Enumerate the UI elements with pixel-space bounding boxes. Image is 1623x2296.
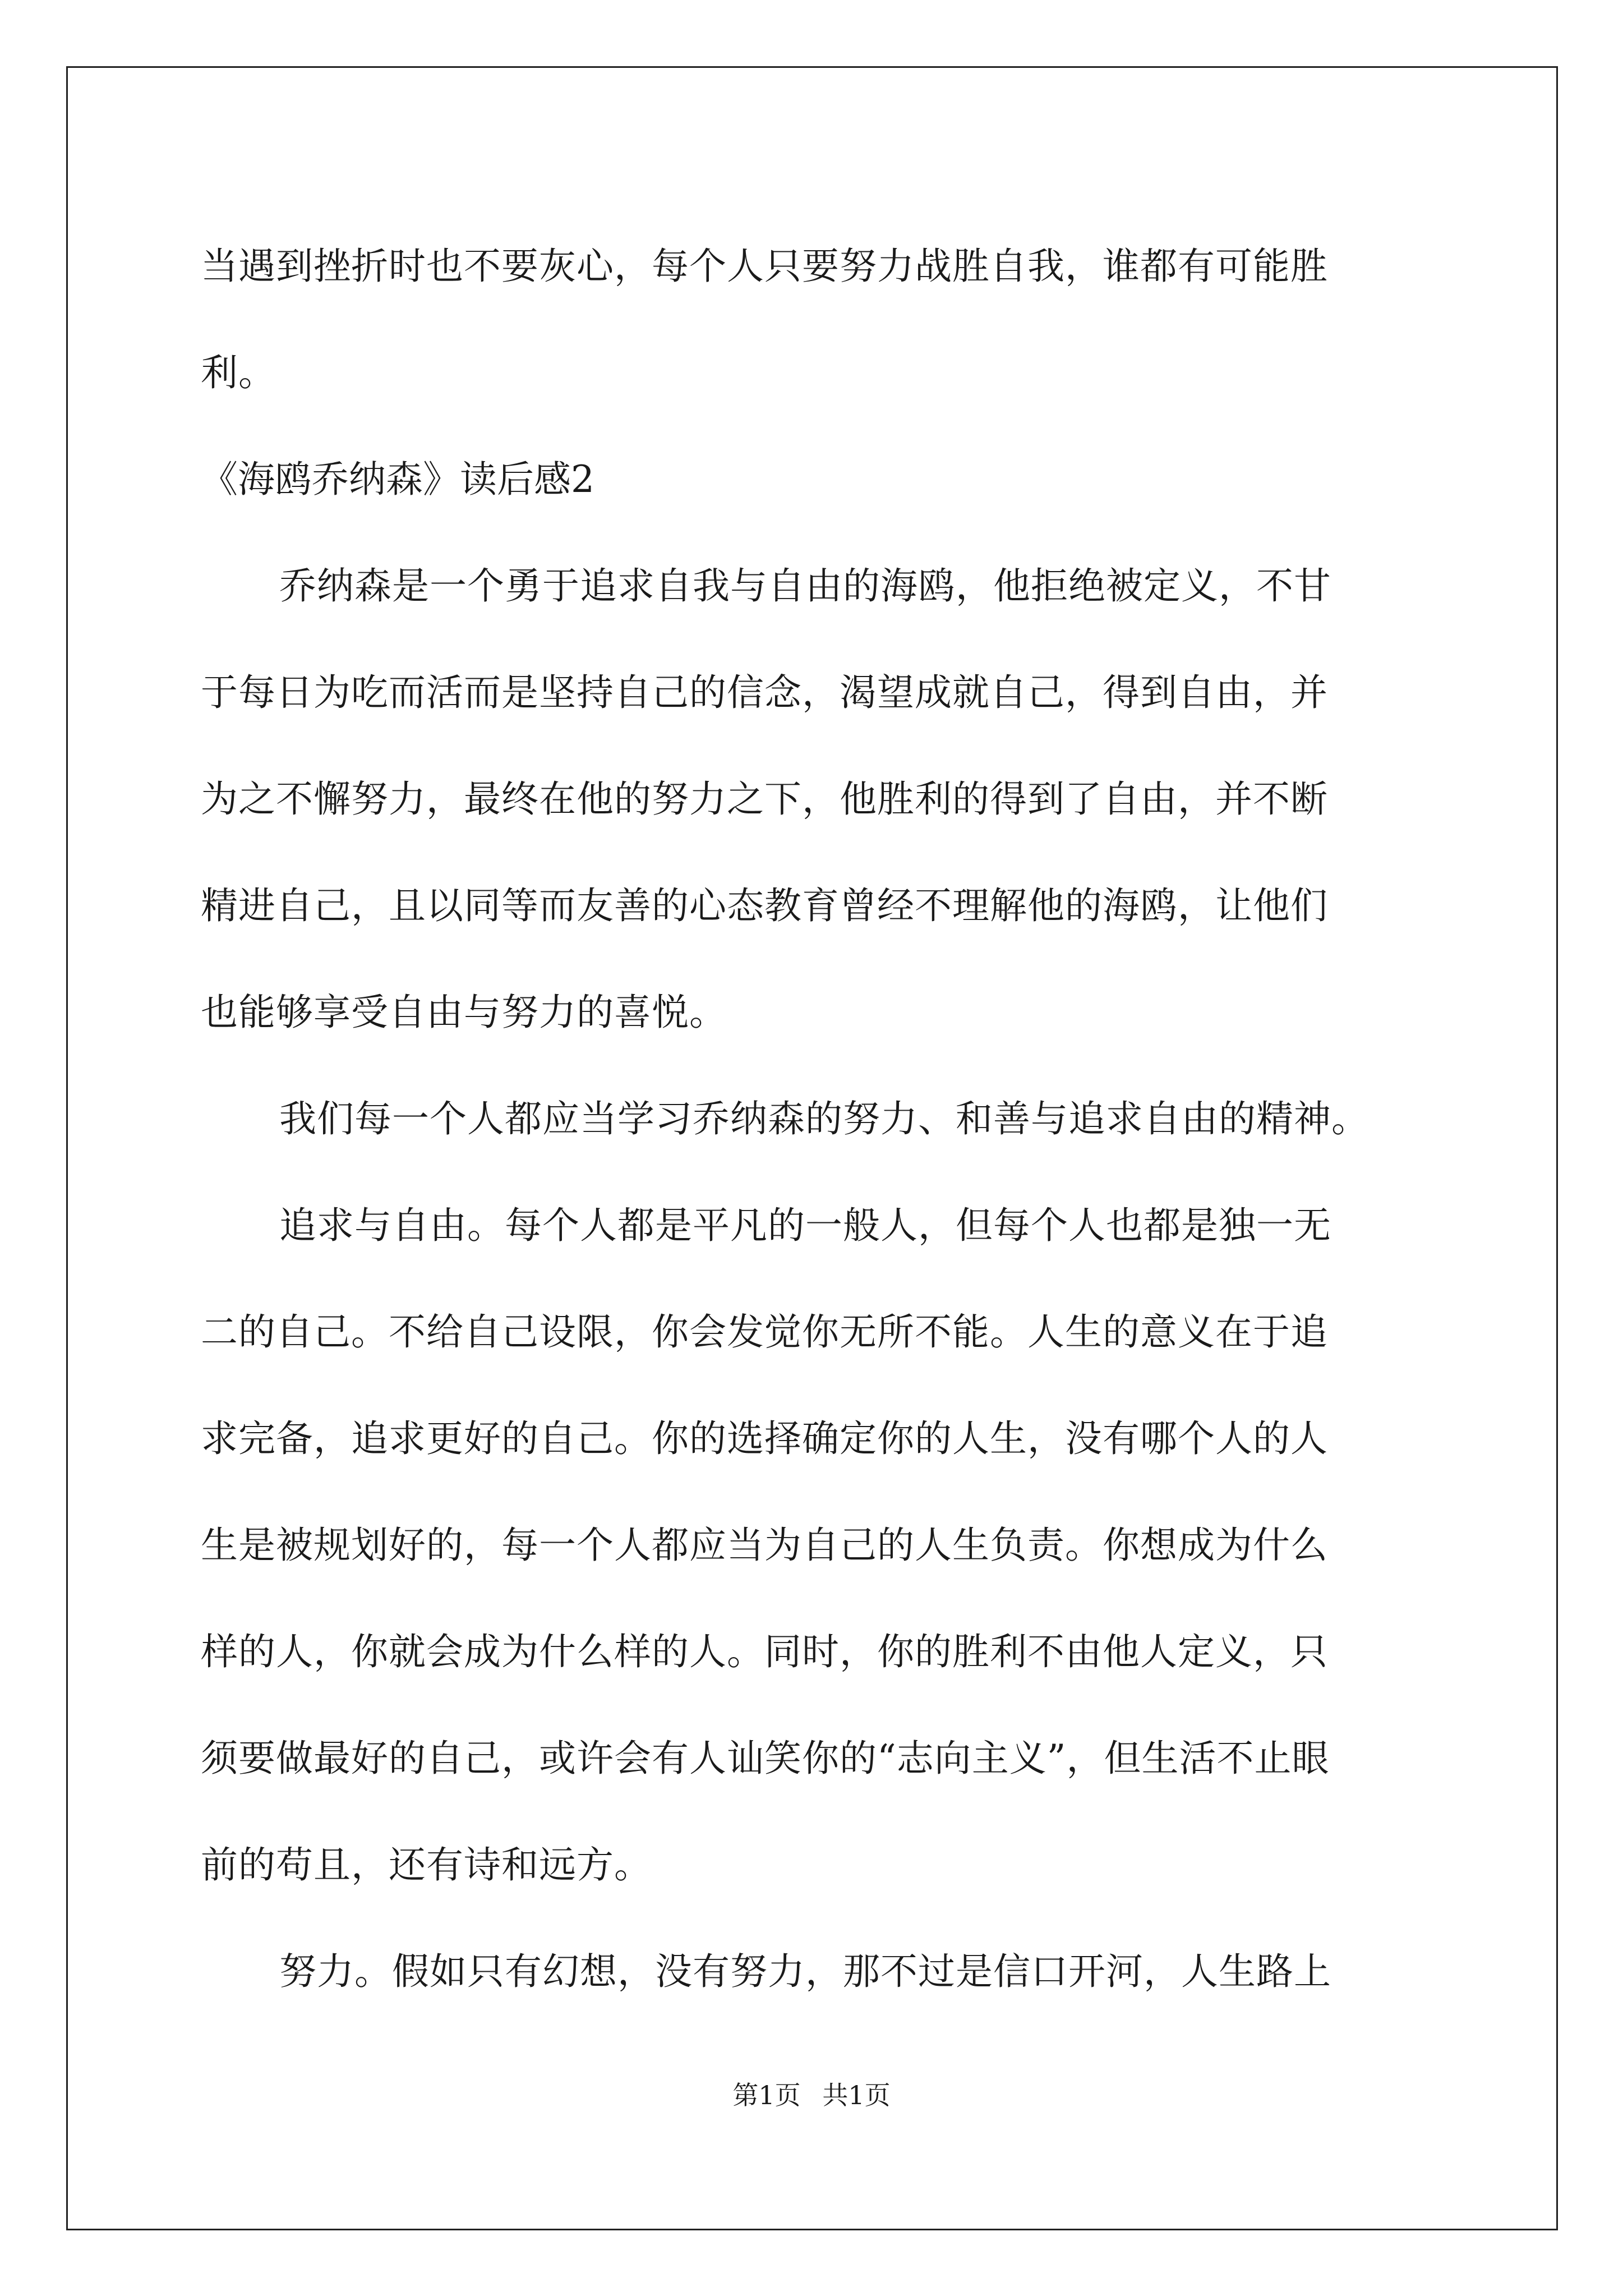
text-line: 追求与自由。每个人都是平凡的一般人，但每个人也都是独一无 bbox=[279, 1204, 1331, 1247]
section-title: 《海鸥乔纳森》读后感2 bbox=[201, 458, 594, 501]
paragraph-2 bbox=[201, 1066, 1435, 1172]
text-line: 利。 bbox=[201, 351, 276, 394]
text-line: 生是被规划好的，每一个人都应当为自己的人生负责。你想成为什么 bbox=[201, 1524, 1328, 1567]
paragraph-3 bbox=[201, 1172, 1435, 1918]
text-line: 我们每一个人都应当学习乔纳森的努力、和善与追求自由的精神。 bbox=[279, 1097, 1369, 1140]
text-line: 须要做最好的自己，或许会有人讪笑你的“志向主义”，但生活不止眼 bbox=[201, 1737, 1330, 1780]
text-line: 二的自己。不给自己设限，你会发觉你无所不能。人生的意义在于追 bbox=[201, 1310, 1328, 1354]
text-line: 当遇到挫折时也不要灰心，每个人只要努力战胜自我，谁都有可能胜 bbox=[201, 245, 1328, 288]
text-line: 为之不懈努力，最终在他的努力之下，他胜利的得到了自由，并不断 bbox=[201, 777, 1328, 821]
document-body bbox=[201, 213, 1435, 2025]
text-line: 求完备，追求更好的自己。你的选择确定你的人生，没有哪个人的人 bbox=[201, 1417, 1328, 1460]
text-line: 样的人，你就会成为什么样的人。同时，你的胜利不由他人定义，只 bbox=[201, 1630, 1328, 1673]
page-footer bbox=[0, 2078, 1623, 2112]
text-line: 精进自己，且以同等而友善的心态教育曾经不理解他的海鸥，让他们 bbox=[201, 884, 1328, 927]
text-line: 努力。假如只有幻想，没有努力，那不过是信口开河，人生路上 bbox=[279, 1950, 1331, 1993]
text-line: 也能够享受自由与努力的喜悦。 bbox=[201, 991, 727, 1034]
text-line: 于每日为吃而活而是坚持自己的信念，渴望成就自己，得到自由，并 bbox=[201, 671, 1328, 714]
paragraph-4 bbox=[201, 1918, 1435, 2025]
paragraph-1 bbox=[201, 533, 1435, 1066]
text-line: 前的苟且，还有诗和远方。 bbox=[201, 1843, 652, 1887]
text-line: 乔纳森是一个勇于追求自我与自由的海鸥，他拒绝被定义，不甘 bbox=[279, 564, 1331, 608]
page-total: 共1页 bbox=[822, 2080, 891, 2110]
page-number: 第1页 bbox=[732, 2080, 801, 2110]
